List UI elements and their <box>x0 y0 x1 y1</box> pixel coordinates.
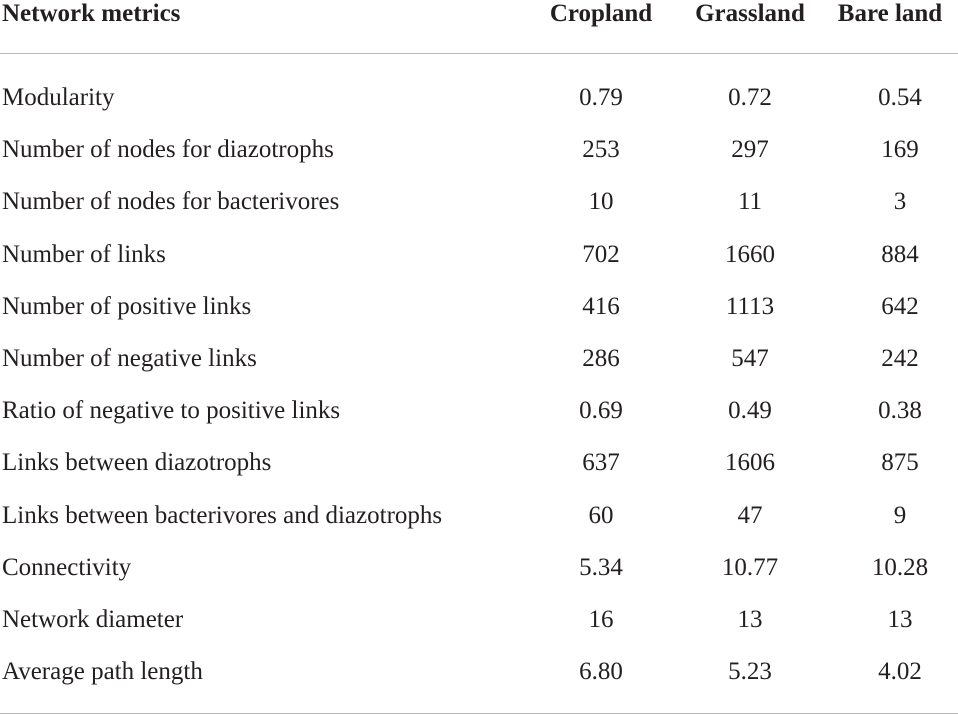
grassland-value: 0.72 <box>728 84 772 111</box>
header-grassland: Grassland <box>695 0 805 27</box>
bare-land-value: 0.54 <box>878 84 922 111</box>
cropland-value: 286 <box>582 344 620 372</box>
cropland-value: 702 <box>582 240 620 268</box>
bare-land-value: 884 <box>881 240 919 268</box>
table-row <box>0 289 958 341</box>
header-cropland: Cropland <box>549 0 653 27</box>
table-row <box>0 80 958 132</box>
cropland-value: 16 <box>588 605 614 633</box>
metric-name: Connectivity <box>2 553 132 581</box>
grassland-value: 13 <box>737 605 763 633</box>
table-row <box>0 237 958 289</box>
metric-name: Number of nodes for diazotrophs <box>2 136 334 164</box>
cropland-value: 5.34 <box>579 553 623 581</box>
bare-land-value: 169 <box>881 136 919 164</box>
table-row <box>0 550 958 602</box>
cropland-value: 6.80 <box>579 658 623 686</box>
metric-name: Number of negative links <box>2 344 257 372</box>
metric-name: Number of links <box>2 240 166 268</box>
table-row <box>0 132 958 184</box>
grassland-value: 10.77 <box>721 553 779 581</box>
grassland-value: 0.49 <box>728 397 772 425</box>
bare-land-value: 875 <box>881 449 919 477</box>
header-divider <box>0 53 958 54</box>
table-row <box>0 445 958 497</box>
grassland-value: 11 <box>737 188 763 216</box>
bare-land-value: 242 <box>881 344 919 372</box>
table-header-row <box>0 0 958 30</box>
table-row <box>0 602 958 654</box>
grassland-value: 5.23 <box>728 658 772 686</box>
metric-name: Number of positive links <box>2 292 252 320</box>
cropland-value: 637 <box>582 449 620 477</box>
cropland-value: 0.79 <box>579 84 623 111</box>
header-bare-land: Bare land <box>837 0 943 27</box>
bare-land-value: 9 <box>893 501 907 529</box>
table-row <box>0 654 958 706</box>
table-row <box>0 393 958 445</box>
metric-name: Modularity <box>2 84 115 111</box>
cropland-value: 0.69 <box>579 397 623 425</box>
header-network-metrics: Network metrics <box>2 0 181 27</box>
grassland-value: 297 <box>731 136 769 164</box>
bare-land-value: 3 <box>893 188 907 216</box>
table-row <box>0 498 958 550</box>
cropland-value: 60 <box>588 501 614 529</box>
cropland-value: 10 <box>588 188 614 216</box>
metric-name: Average path length <box>2 658 203 686</box>
table-body <box>0 80 958 706</box>
table-bottom-rule <box>0 713 958 714</box>
grassland-value: 47 <box>737 501 763 529</box>
cropland-value: 416 <box>582 292 620 320</box>
metric-name: Network diameter <box>2 605 184 633</box>
metric-name: Number of nodes for bacterivores <box>2 188 340 216</box>
grassland-value: 547 <box>731 344 769 372</box>
table-row <box>0 184 958 236</box>
cropland-value: 253 <box>582 136 620 164</box>
grassland-value: 1606 <box>725 449 775 477</box>
bare-land-value: 642 <box>881 292 919 320</box>
metric-name: Links between diazotrophs <box>2 449 272 477</box>
grassland-value: 1660 <box>725 240 775 268</box>
table-row <box>0 341 958 393</box>
metric-name: Ratio of negative to positive links <box>2 397 341 425</box>
bare-land-value: 13 <box>887 605 913 633</box>
bare-land-value: 10.28 <box>871 553 929 581</box>
grassland-value: 1113 <box>725 292 775 320</box>
bare-land-value: 4.02 <box>878 658 922 686</box>
metric-name: Links between bacterivores and diazotrophs <box>2 501 443 529</box>
bare-land-value: 0.38 <box>878 397 922 425</box>
